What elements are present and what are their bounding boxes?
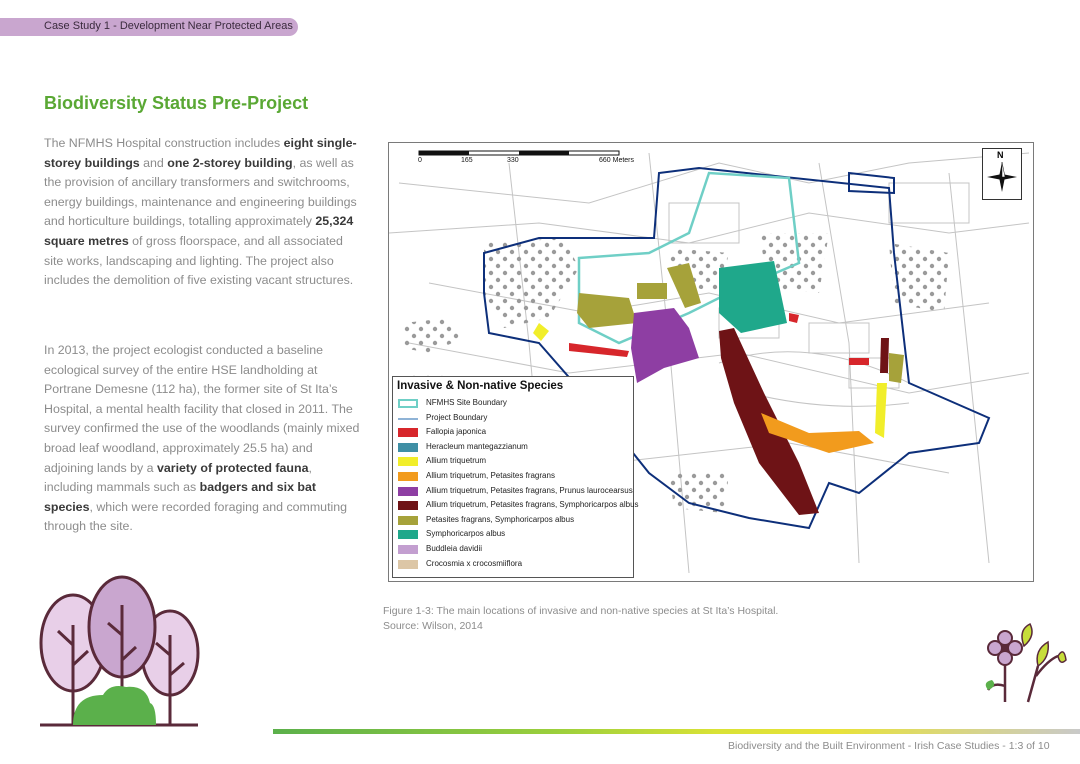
legend-swatch bbox=[398, 399, 418, 408]
legend-label: Heracleum mantegazzianum bbox=[426, 441, 528, 451]
legend-swatch bbox=[398, 443, 418, 452]
map-legend bbox=[392, 376, 639, 578]
legend-swatch bbox=[398, 545, 418, 554]
scale-label: 330 bbox=[507, 157, 519, 164]
legend-label: Buddleia davidii bbox=[426, 544, 483, 553]
legend-item bbox=[398, 472, 634, 482]
legend-swatch bbox=[398, 457, 418, 466]
legend-swatch bbox=[398, 501, 418, 510]
scale-label: 660 Meters bbox=[599, 157, 635, 164]
figure-caption bbox=[383, 604, 778, 634]
legend-label: Allium triquetrum, Petasites fragrans, Symphoricarpos albus bbox=[426, 500, 639, 510]
legend-label: Crocosmia x crocosmiiflora bbox=[426, 558, 523, 568]
trees-illustration bbox=[28, 565, 208, 730]
legend-swatch bbox=[398, 487, 418, 496]
legend-item bbox=[398, 443, 634, 453]
legend-label: Allium triquetrum, Petasites fragrans, Prunus laurocearsus bbox=[426, 485, 633, 495]
legend-label: Project Boundary bbox=[426, 412, 488, 422]
caption-line: Figure 1-3: The main locations of invasive and non-native species at St Ita’s Hospital. bbox=[383, 605, 779, 617]
legend-item bbox=[398, 545, 634, 555]
header-tab bbox=[0, 18, 298, 36]
legend-swatch bbox=[398, 428, 418, 437]
legend-label: Petasites fragrans, Symphoricarpos albus bbox=[426, 514, 575, 524]
legend-item bbox=[398, 399, 634, 409]
legend-item bbox=[398, 560, 634, 570]
legend-swatch bbox=[398, 560, 418, 569]
species-map bbox=[388, 142, 1034, 582]
legend-item bbox=[398, 428, 634, 438]
header-tab-label: Case Study 1 - Development Near Protected Areas bbox=[44, 20, 293, 32]
footer-gradient-bar bbox=[273, 729, 1080, 734]
scale-bar bbox=[419, 151, 619, 155]
caption-source: Source: Wilson, 2014 bbox=[383, 620, 483, 632]
legend-swatch bbox=[398, 516, 418, 525]
flower-illustration bbox=[978, 616, 1068, 706]
legend-item bbox=[398, 457, 634, 467]
legend-item bbox=[398, 414, 634, 424]
footer-text: Biodiversity and the Built Environment - Irish Case Studies - 1:3 of 10 bbox=[728, 740, 1050, 752]
legend-item bbox=[398, 530, 634, 540]
legend-label: Fallopia japonica bbox=[426, 427, 487, 437]
legend-label: NFMHS Site Boundary bbox=[426, 398, 507, 407]
compass-icon bbox=[983, 149, 1021, 199]
legend-swatch bbox=[398, 418, 418, 420]
scale-label: 165 bbox=[461, 157, 473, 164]
legend-item bbox=[398, 487, 634, 497]
legend-label: Allium triquetrum bbox=[426, 456, 487, 466]
paragraph-building-description: The NFMHS Hospital construction includes eight single-storey buildings and one 2-storey building, as well as the provision of ancillary transformers and switchrooms, energy buildings, maintenance and engineering buildings and horticulture buildings, totalling approximately 25,324 square metres of gross floorspace, and all associated site works, landscaping and lighting. The project also includes the demolition of five existing vacant structures. bbox=[44, 136, 357, 288]
legend-label: Allium triquetrum, Petasites fragrans bbox=[426, 471, 555, 480]
legend-item bbox=[398, 500, 639, 511]
section-title: Biodiversity Status Pre-Project bbox=[44, 93, 309, 113]
north-label: N bbox=[997, 150, 1004, 160]
scale-label: 0 bbox=[418, 157, 422, 164]
legend-title: Invasive & Non-native Species bbox=[397, 380, 564, 392]
legend-label: Symphoricarpos albus bbox=[426, 529, 506, 539]
north-arrow bbox=[982, 148, 1022, 200]
legend-swatch bbox=[398, 530, 418, 539]
legend-item bbox=[398, 516, 634, 526]
paragraph-ecological-survey: In 2013, the project ecologist conducted a baseline ecological survey of the entire HSE landholding at Portrane Demesne (112 ha), the former site of St Ita’s Hospital, a mental health facility that closed in 2011. The survey confirmed the use of the woodlands (mainly mixed broad leaf woodland, approximately 25.5 ha) and adjoining lands by a variety of protected fauna, including mammals such as badgers and six bat species, which were recorded foraging and commuting through the site. bbox=[44, 343, 360, 534]
legend-swatch bbox=[398, 472, 418, 481]
